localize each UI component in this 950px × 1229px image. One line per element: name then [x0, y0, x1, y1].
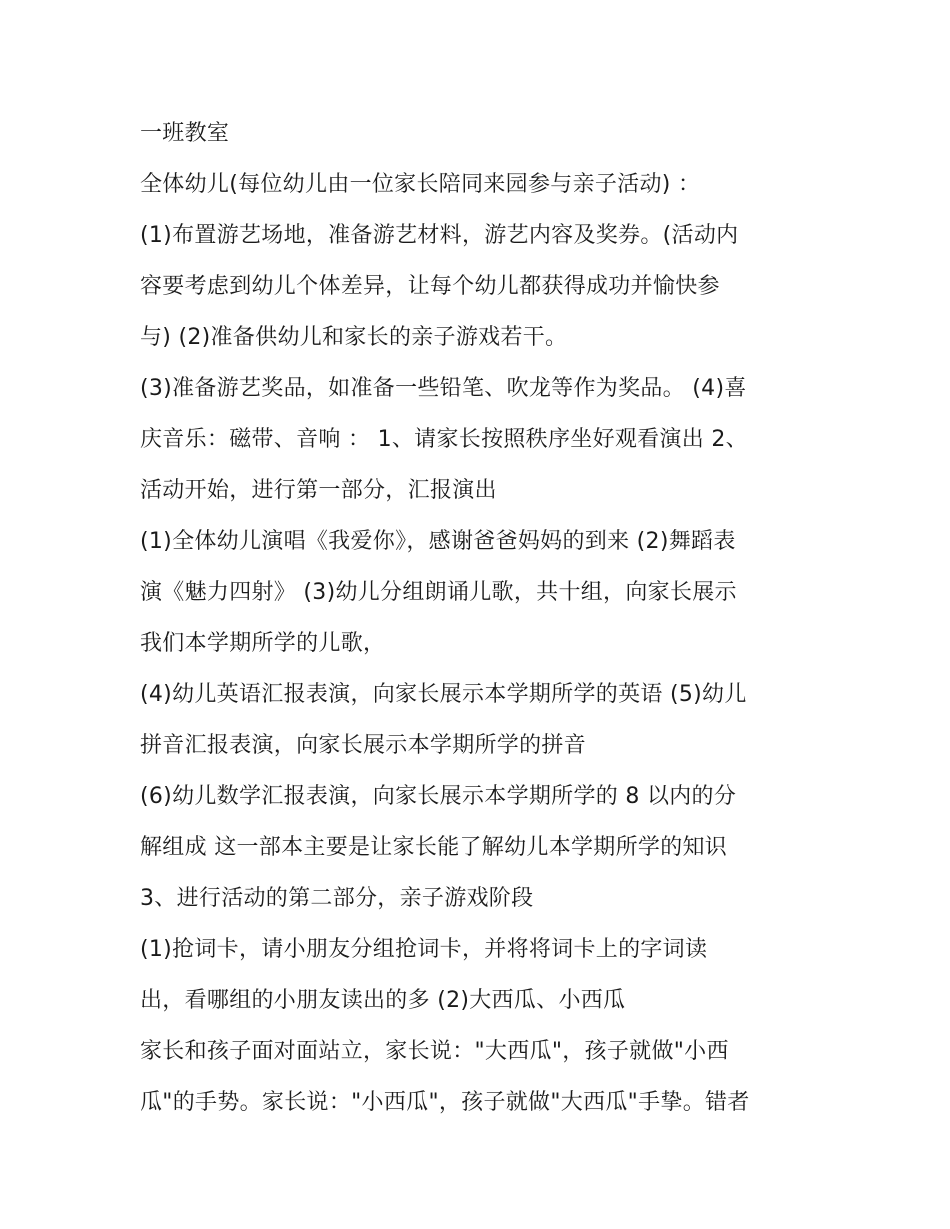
- text-line-17: (1)抢词卡，请小朋友分组抢词卡，并将将词卡上的字词读: [140, 937, 708, 962]
- text-line-15: 解组成 这一部本主要是让家长能了解幼儿本学期所学的知识: [140, 835, 728, 860]
- text-line-16: 3、进行活动的第二部分，亲子游戏阶段: [140, 886, 534, 911]
- text-line-12: (4)幼儿英语汇报表演，向家长展示本学期所学的英语 (5)幼儿: [140, 682, 747, 707]
- text-line-10: 演《魅力四射》 (3)幼儿分组朗诵儿歌，共十组，向家长展示: [140, 580, 737, 605]
- text-line-7: 庆音乐：磁带、音响 ： 1、请家长按照秩序坐好观看演出 2、: [140, 427, 748, 452]
- text-line-5: 与) (2)准备供幼儿和家长的亲子游戏若干。: [140, 325, 568, 350]
- text-line-8: 活动开始，进行第一部分，汇报演出: [140, 478, 497, 503]
- text-line-2: 全体幼儿(每位幼儿由一位家长陪同来园参与亲子活动) ：: [140, 172, 701, 197]
- text-line-14: (6)幼儿数学汇报表演，向家长展示本学期所学的 8 以内的分: [140, 784, 737, 809]
- text-line-13: 拼音汇报表演，向家长展示本学期所学的拼音: [140, 733, 587, 758]
- text-line-9: (1)全体幼儿演唱《我爱你》，感谢爸爸妈妈的到来 (2)舞蹈表: [140, 529, 736, 554]
- text-line-20: 瓜"的手势。家长说："小西瓜"，孩子就做"大西瓜"手挚。错者: [140, 1090, 750, 1115]
- document-body: [140, 108, 820, 1128]
- text-line-11: 我们本学期所学的儿歌，: [140, 631, 386, 656]
- text-line-19: 家长和孩子面对面站立，家长说："大西瓜"，孩子就做"小西: [140, 1039, 729, 1064]
- text-line-4: 容要考虑到幼儿个体差异，让每个幼儿都获得成功并愉快参: [140, 274, 720, 299]
- text-line-18: 出，看哪组的小朋友读出的多 (2)大西瓜、小西瓜: [140, 988, 626, 1013]
- text-line-3: (1)布置游艺场地，准备游艺材料，游艺内容及奖券。(活动内: [140, 223, 739, 248]
- text-line-1: 一班教室: [140, 121, 230, 146]
- text-line-6: (3)准备游艺奖品，如准备一些铅笔、吹龙等作为奖品。 (4)喜: [140, 376, 747, 401]
